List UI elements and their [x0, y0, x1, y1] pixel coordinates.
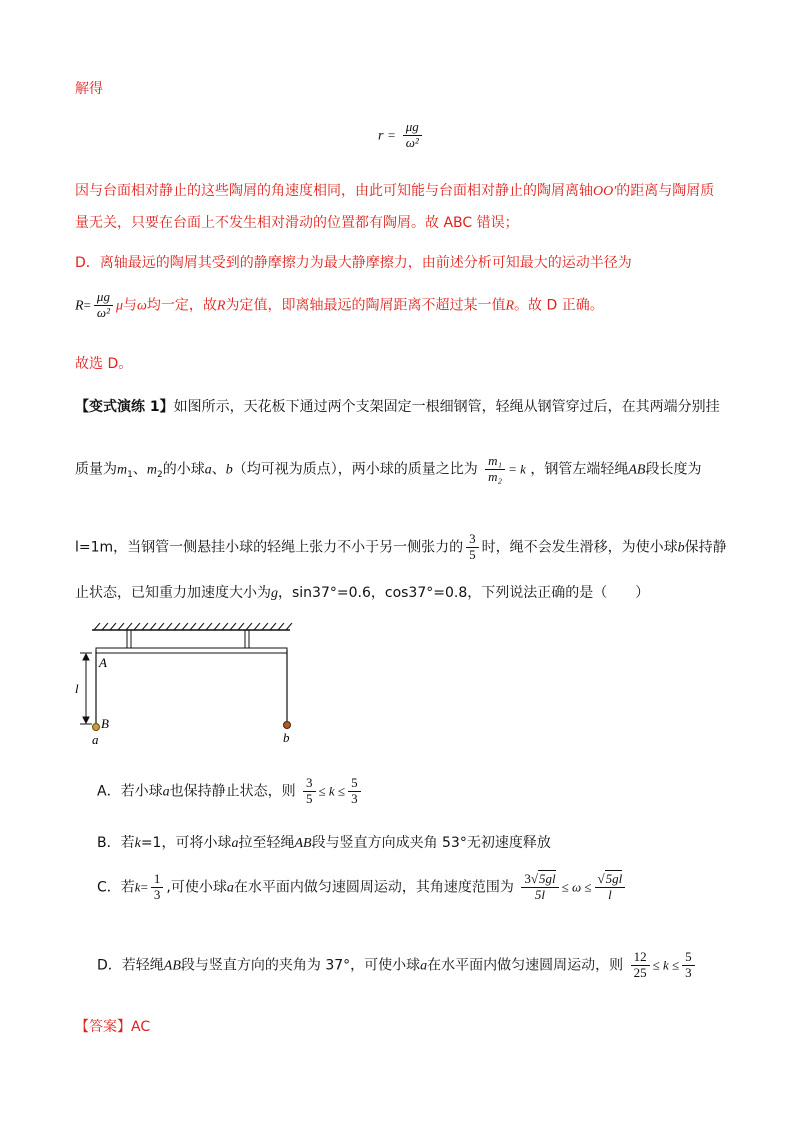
- label-l: l: [75, 681, 79, 696]
- problem-line2: 质量为$m_1$、$m_2$的小球a、b（均可视为质点），两小球的质量之比为 $\frac{\text{m₁}}{\text{m₂}}$ = k ，钢管左端轻绳AB段长度为: [75, 453, 702, 484]
- answer: 【答案】AC: [75, 1019, 151, 1035]
- label-B: B: [101, 716, 109, 731]
- pulley-figure: [70, 620, 310, 750]
- steel-tube: [96, 648, 287, 653]
- problem-tag: 【变式演练 1】: [75, 399, 174, 415]
- length-dimension: [80, 653, 92, 724]
- ceiling: [92, 623, 292, 630]
- solution-conclusion: 故选 D。: [75, 356, 133, 372]
- solution-label: 解得: [75, 81, 103, 97]
- solution-para-d: D．离轴最远的陶屑其受到的静摩擦力为最大静摩擦力，由前述分析可知最大的运动半径为: [75, 255, 632, 271]
- option-b[interactable]: B．若k=1，可将小球a拉至轻绳AB段与竖直方向成夹角 53°无初速度释放: [97, 835, 551, 851]
- solution-para1-line1: 因与台面相对静止的这些陶屑的角速度相同，由此可知能与台面相对静止的陶屑离轴OO′的距离与陶屑质: [75, 183, 715, 199]
- support-left: [127, 630, 131, 648]
- option-a[interactable]: A．若小球a也保持静止状态，则 $\frac{3}{5}$ ≤ k ≤ $\frac{5}{3}$: [97, 776, 364, 807]
- ball-a: [93, 724, 100, 731]
- mass-ratio-fraction: $\frac{\text{m₁}}{\text{m₂}}$: [485, 454, 505, 485]
- option-d[interactable]: D．若轻绳AB段与竖直方向的夹角为 37°，可使小球a在水平面内做匀速圆周运动，则 $\frac{12}{25}$ ≤ k ≤ $\frac{5}{3}$: [97, 950, 698, 981]
- problem-line1: 【变式演练 1】如图所示，天花板下通过两个支架固定一根细钢管，轻绳从钢管穿过后，在其两端分别挂: [75, 399, 720, 415]
- omega-lower-bound: $\frac{3√5gl}{5l}$: [521, 872, 558, 903]
- omega-upper-bound: $\frac{√5gl}{l}$: [595, 872, 626, 903]
- label-a: a: [92, 732, 99, 747]
- option-c[interactable]: C．若k= $\frac{1}{3}$ ,可使小球a在水平面内做匀速圆周运动，其角速度范围为 $\frac{3√5gl}{5l}$ ≤ ω ≤ $\frac{√5gl}{l}$: [97, 872, 628, 903]
- solution-para-d2: R= $\frac{\mu g}{\text{ω²}}$ μ与ω均一定，故R为定值，即离轴最远的陶屑距离不超过某一值R。故 D 正确。: [75, 289, 604, 320]
- label-b: b: [283, 730, 290, 745]
- support-right: [245, 630, 249, 648]
- solution-para1-line2: 量无关，只要在台面上不发生相对滑动的位置都有陶屑。故 ABC 错误；: [75, 215, 519, 231]
- label-A: A: [99, 655, 107, 670]
- formula-r: r = $\frac{\mu g}{\text{ω²}}$: [378, 120, 425, 151]
- ball-b: [284, 722, 291, 729]
- problem-line3: l=1m，当钢管一侧悬挂小球的轻绳上张力不小于另一侧张力的 $\frac{3}{5}$ 时，绳不会发生滑移，为使小球b保持静: [75, 531, 727, 562]
- problem-line4: 止状态，已知重力加速度大小为g，sin37°=0.6，cos37°=0.8，下列说法正确的是（ ）: [75, 585, 650, 601]
